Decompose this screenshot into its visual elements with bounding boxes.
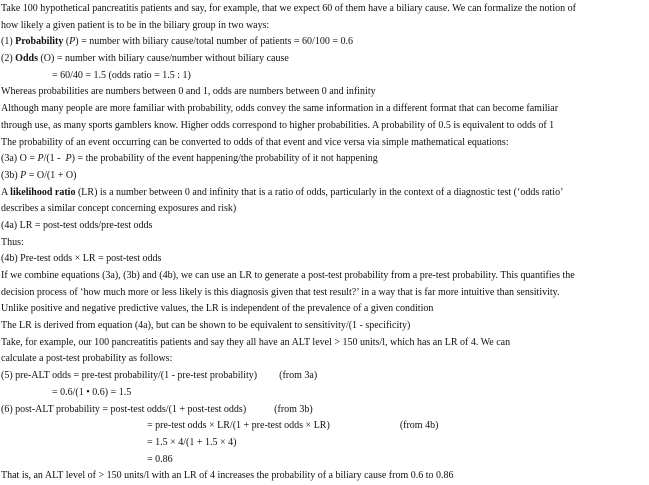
variable-p: P: [69, 36, 76, 48]
text-line: Unlike positive and negative predictive values, the LR is independent of the prevalence of a given condition: [1, 303, 434, 315]
odds-calculation: = 60/40 = 1.5 (odds ratio = 1.5 : 1): [52, 69, 191, 81]
text-line: Thus:: [1, 236, 24, 248]
term-likelihood-ratio: likelihood ratio: [10, 186, 76, 198]
equation-6: [1, 402, 647, 419]
equation-source: (from 3b): [274, 403, 313, 415]
equation-4b: (4b) Pre-test odds × LR = post-test odds: [1, 253, 162, 265]
equation-3b: [1, 168, 647, 185]
variable-p: P: [37, 153, 44, 165]
definition-text: (O) = number with biliary cause/number without biliary cause: [40, 53, 289, 65]
equation-part: (5) pre-ALT odds = pre-test probability/(1 - pre-test probability): [1, 370, 258, 382]
equation-source: (from 3a): [279, 370, 318, 382]
item-number: (2): [1, 53, 13, 65]
paragraph-intro-line-1: Take 100 hypothetical pancreatitis patients and say, for example, that we expect 60 of them have a biliary cause. We can formalize the notion of: [1, 3, 576, 14]
paragraph-intro-line-2: how likely a given patient is to be in the biliary group in two ways:: [1, 19, 270, 31]
equation-part: (3b): [1, 169, 18, 181]
equation-5: [1, 368, 647, 385]
equation-part: ) = the probability of the event happening/the probability of it not happening: [71, 153, 378, 165]
text-line: calculate a post-test probability as follows:: [1, 353, 173, 365]
variable-p: P: [65, 153, 72, 165]
equation-part: = O/(1 + O): [28, 169, 77, 181]
item-number: (1): [1, 36, 13, 48]
term-probability: Probability: [15, 36, 64, 48]
conclusion-line: That is, an ALT level of > 150 units/l with an LR of 4 increases the probability of a biliary cause from 0.6 to 0.86: [1, 470, 454, 482]
equation-3a: [1, 151, 647, 168]
document-body: [1, 1, 647, 485]
text-line: If we combine equations (3a), (3b) and (4b), we can use an LR to generate a post-test probability from a pre-test probability. This quantifies the: [1, 270, 575, 281]
odds-definition: [1, 51, 647, 68]
equation-part: (6) post-ALT probability = post-test odds/(1 + post-test odds): [1, 403, 247, 415]
equation-part: (3a) O =: [1, 153, 35, 165]
likelihood-ratio-definition: [1, 185, 647, 202]
text-line: describes a similar concept concerning exposures and risk): [1, 203, 237, 215]
equation-source: (from 4b): [399, 420, 439, 432]
text-part: (LR) is a number between 0 and infinity that is a ratio of odds, particularly in the context of a diagnostic test (‘odds ratio’: [77, 186, 564, 198]
text-line: decision process of ‘how much more or less likely is this diagnosis given that test result?’ in a way that is far more intuitive than sensitivity.: [1, 286, 560, 298]
equation-4a: (4a) LR = post-test odds/pre-test odds: [1, 219, 153, 231]
equation-part: = pre-test odds × LR/(1 + pre-test odds × LR): [147, 420, 330, 432]
text-line: Whereas probabilities are numbers between 0 and 1, odds are numbers between 0 and infinity: [1, 86, 376, 98]
term-odds: Odds: [15, 53, 38, 65]
text-line: through use, as many sports gamblers know. Higher odds correspond to higher probabilities. A probability of 0.5 is equivalent to odds of 1: [1, 119, 555, 131]
equation-5-result: = 0.6/(1 • 0.6) = 1.5: [52, 386, 132, 398]
text-line: Although many people are more familiar with probability, odds convey the same information in a different format that can become familiar: [1, 103, 559, 115]
text-line: Take, for example, our 100 pancreatitis patients and say they all have an ALT level > 150 units/l, which has an LR of 4. We can: [1, 336, 511, 348]
equation-part: /(1 -: [43, 153, 61, 165]
probability-definition: [1, 34, 647, 51]
text-line: The LR is derived from equation (4a), but can be shown to be equivalent to sensitivity/(1 - specificity): [1, 320, 411, 332]
variable-p: P: [20, 169, 27, 181]
definition-text: ) = number with biliary cause/total number of patients = 60/100 = 0.6: [75, 36, 353, 48]
text-part: A: [1, 186, 8, 198]
equation-6-result: = 0.86: [147, 453, 173, 465]
equation-6-step-2: = 1.5 × 4/(1 + 1.5 × 4): [147, 436, 237, 448]
text-line: The probability of an event occurring can be converted to odds of that event and vice versa via simple mathematical equations:: [1, 136, 509, 148]
equation-6-step-1: [1, 418, 647, 435]
paren: (: [65, 36, 70, 48]
